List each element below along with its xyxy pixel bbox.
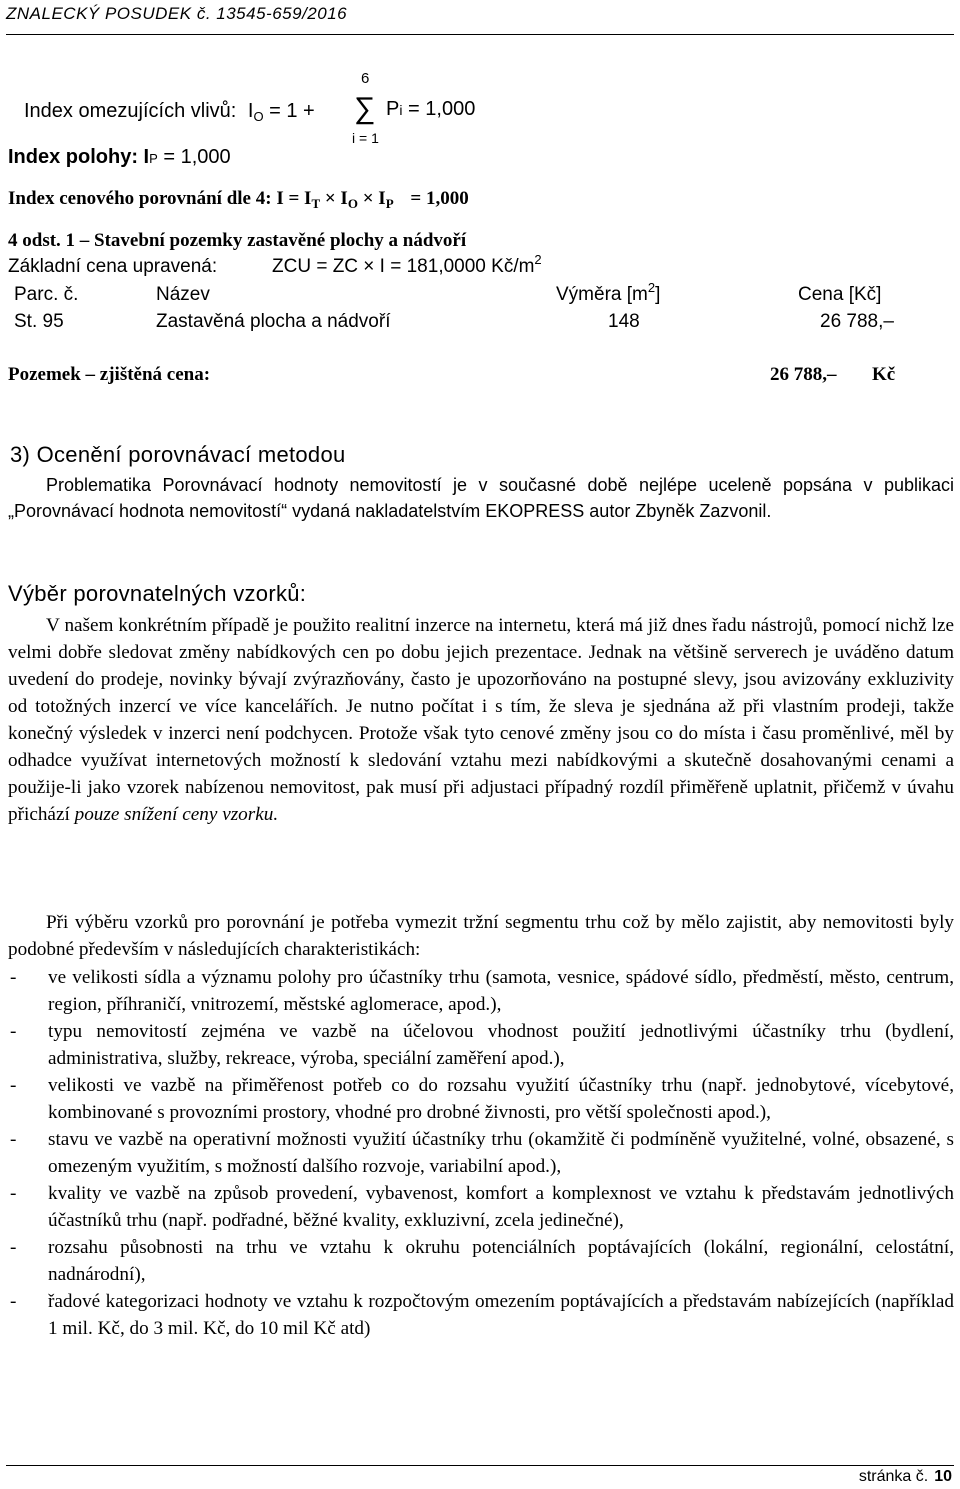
cell-area: 148 <box>608 311 640 332</box>
index-omez-text: Index omezujících vlivů: <box>24 100 237 122</box>
section-3-heading: 3) Ocenění porovnávací metodou <box>10 442 346 467</box>
cell-name: Zastavěná plocha a nádvoří <box>156 311 391 332</box>
total-value: 26 788,– <box>770 364 837 385</box>
list-item: - řadové kategorizaci hodnoty ve vztahu k rozpočtovým omezením poptávajících a představám nabízejících (například 1 mil. Kč, do 3 mil. Kč, do 10 mil Kč atd) <box>10 1291 954 1339</box>
sum-term: Pi = 1,000 <box>386 98 476 120</box>
samples-paragraph-2: Při výběru vzorků pro porovnání je potřeba vymezit tržní segmentu trhu což by mělo zajistit, aby nemovitosti byly podobné především v následujících charakteristikách: <box>8 912 954 960</box>
header-divider <box>6 34 954 35</box>
col-header-area: Výměra $[m^2]$ <box>556 280 661 305</box>
footer-divider <box>6 1465 954 1466</box>
col-header-parc: Parc. č. <box>14 284 79 305</box>
index-omez-eq: = 1 + <box>269 100 315 122</box>
samples-heading: Výběr porovnatelných vzorků: <box>8 581 307 606</box>
sum-upper-limit: 6 <box>361 70 370 87</box>
base-price-formula: ZCU = ZC × I = 181,0000 $Kč/m^2$ <box>272 252 542 277</box>
list-item: - typu nemovitostí zejména ve vazbě na účelovou vhodnost použití jednotlivými účastníky trhu (bydlení, administrativa, služby, rekreace, výroba, speciální zaměření apod.), <box>10 1021 954 1069</box>
list-item: - stavu ve vazbě na operativní možnosti využití účastníky trhu (okamžitě či podmíněně využitelné, volné, obsazené, s omezeným využitím, s možností dalšího rozvoje, variabilní apod.), <box>10 1129 954 1177</box>
index-polohy: Index polohy: IP = 1,000 <box>8 146 231 168</box>
cell-parc: St. 95 <box>14 311 64 332</box>
list-item: - kvality ve vazbě na způsob provedení, vybavenost, komfort a komplexnost ve vztahu k představám jednotlivých účastníků trhu (např. podřadné, běžné kvality, exkluzivní, zcela jedinečné), <box>10 1183 954 1231</box>
section-3-intro: Problematika Porovnávací hodnoty nemovitostí je v současné době nejlépe uceleně popsána v publikaci „Porovnávací hodnota nemovitostí“ vydaná nakladatelstvím EKOPRESS autor Zbyněk Zazvonil. <box>8 475 954 521</box>
document-title: ZNALECKÝ POSUDEK č. 13545-659/2016 <box>6 4 348 23</box>
index-omez-result: = 1,000 <box>408 98 476 120</box>
samples-paragraph-1: V našem konkrétním případě je použito realitní inzerce na internetu, která má již dnes řadu nástrojů, pomocí nichž lze velmi dobře sledovat změny nabídkových cen po dobu jejich prezentace. Jednak na většině serverech je uváděno datum uvedení do prodeje, novinky bývají zvýrazňovány, často je upozorňováno na postupné slevy, jsou avizovány exkluzivity od totožných inzercí ve více kancelářích. Je nutno počítat i s tím, že sleva je sjednána až při vlastním prodeji, takže konečný výsledek v inzerci není podchycen. Protože však tyto cenové změny jsou co do místa i času proměnlivé, měl by odhadce využívat internetových možností k sledování vztahu mezi nabídkovými a skutečně dosahovanými cenami a použije-li jako vzorek nabízenou nemovitost, pak musí při adjustaci případný rozdíl přiměřeně uplatnit, přičemž v úvahu přichází pouze snížení ceny vzorku. <box>8 615 954 825</box>
section-4-title: 4 odst. 1 – Stavební pozemky zastavěné plochy a nádvoří <box>8 230 467 251</box>
index-omez-symbol: $I_O$ <box>247 100 264 124</box>
list-item: - ve velikosti sídla a významu polohy pro účastníky trhu (samota, vesnice, spádové sídlo, předměstí, město, centrum, region, příhraničí, vnitrozemí, městské aglomerace, apod.), <box>10 967 954 1015</box>
footer-label: stránka č. <box>858 1468 929 1485</box>
cell-price: 26 788,– <box>820 311 894 332</box>
list-item: - rozsahu působnosti na trhu ve vztahu k okruhu potenciálních poptávajících (lokální, regionální, celostátní, nadnárodní), <box>10 1237 954 1285</box>
characteristics-list <box>8 964 954 1342</box>
total-unit: Kč <box>872 364 896 385</box>
index-omez-label <box>24 100 315 123</box>
page-number: 10 <box>934 1468 952 1485</box>
list-item: - velikosti ve vazbě na přiměřenost potřeb co do rozsahu využití účastníky trhu (např. jednobytové, vícebytové, kombinované s provozními prostory, vhodné pro drobné živnosti, pro větší společnosti apod.), <box>10 1075 954 1123</box>
base-price-label: Základní cena upravená: <box>8 256 218 277</box>
total-label: Pozemek – zjištěná cena: <box>8 364 211 385</box>
sum-lower-limit: i = 1 <box>352 130 379 146</box>
index-cenove-porovnani: Index cenového porovnání dle 4: $I = I_T \times I_O \times I_P = 1,000$ <box>8 188 469 211</box>
sum-sigma-icon: ∑ <box>354 92 376 125</box>
page-footer <box>859 1468 952 1486</box>
col-header-name: Název <box>156 284 210 305</box>
col-header-price: Cena [Kč] <box>798 284 882 305</box>
